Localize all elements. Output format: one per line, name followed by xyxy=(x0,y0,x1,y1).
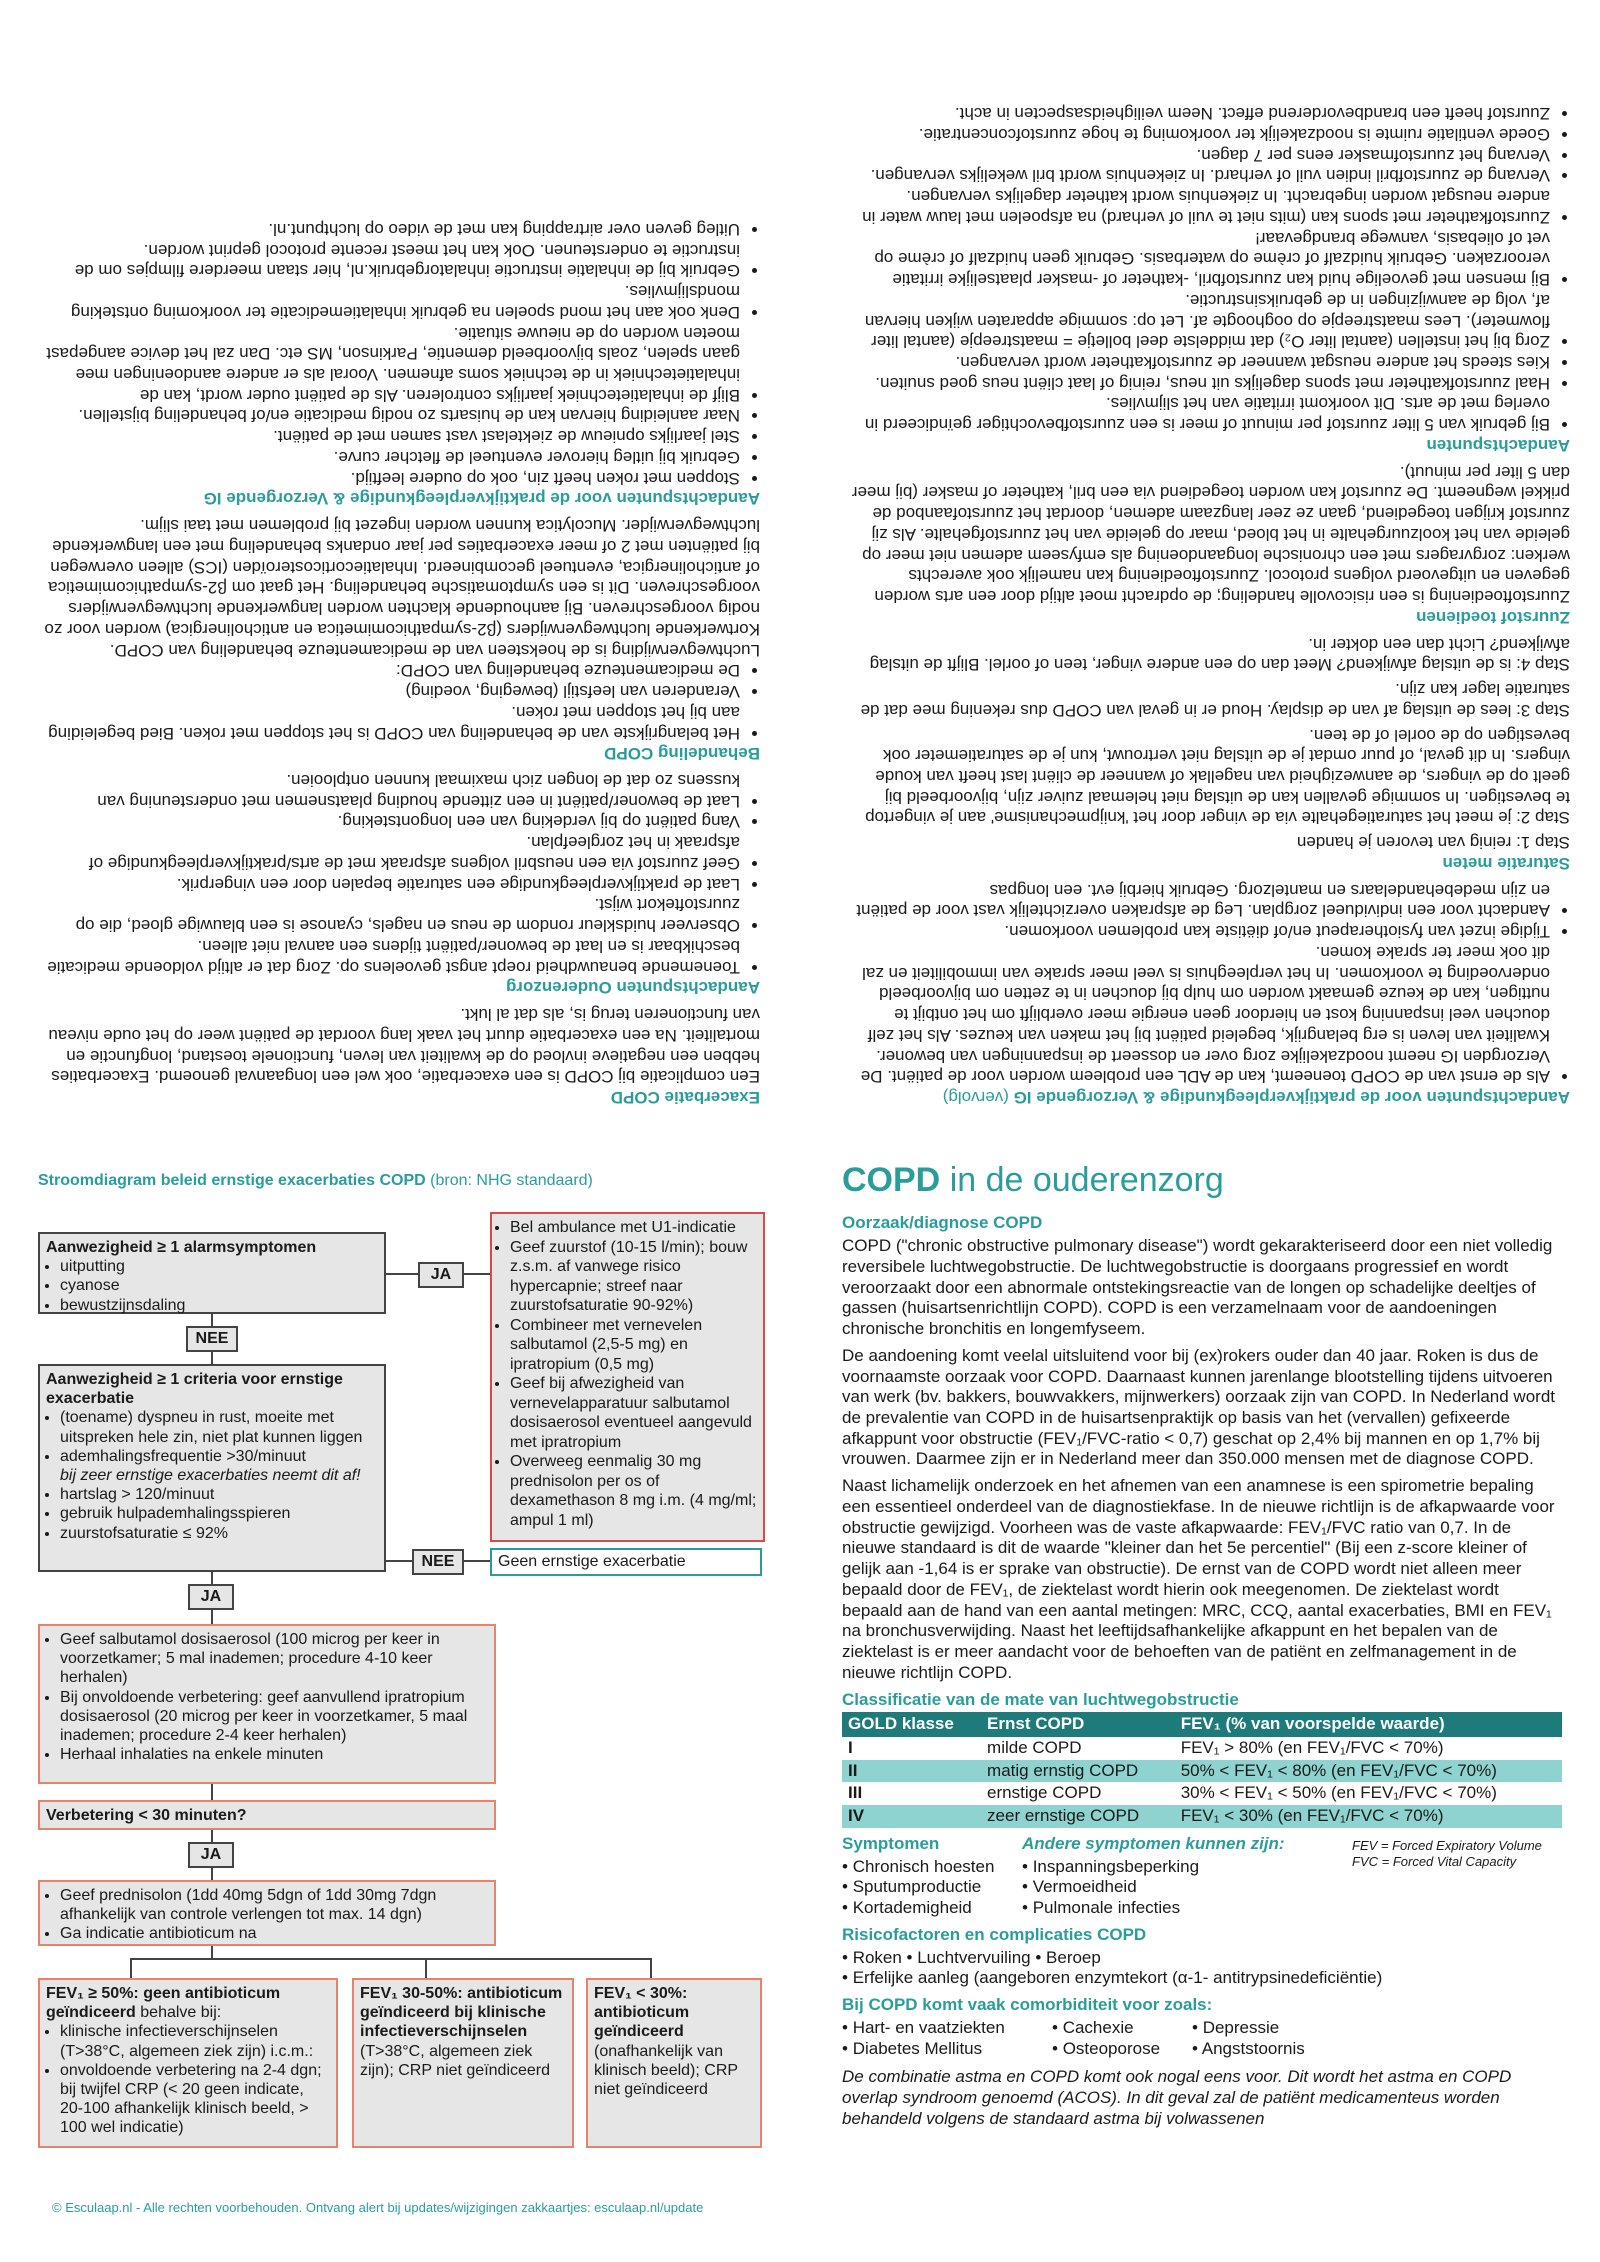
list-item: • Geef zuurstof (10-15 l/min); bouw z.s.m. af vanwege risico hypercapnie; streef naar zuurstofsaturatie 90-92%) xyxy=(510,1238,757,1316)
list-item: • Observeer huidskleur rondom de neus en nagels, cyanose is een blauwige gloed, die op zuurstoftekort wijst. xyxy=(40,894,740,935)
list-item: • Denk ook aan het mond spoelen na gebruik inhalatiemedicatie ter voorkoming ontsteking mondslijmvlies. xyxy=(40,280,740,321)
nee-tag: NEE xyxy=(186,1326,238,1352)
flipped-right-column xyxy=(40,218,760,1113)
connector-line xyxy=(464,1560,490,1562)
section-heading: Risicofactoren en complicaties COPD xyxy=(842,1924,1147,1944)
fev1-lt30-box: FEV₁ < 30%: antibioticum geïndiceerd (onafhankelijk van klinisch beeld); CRP niet geïndiceerd xyxy=(586,1978,762,2148)
main-content: COPD in de ouderenzorg Oorzaak/diagnose COPD COPD ("chronic obstructive pulmonary disease") wordt gekarakteriseerd door een niet volledig reversibele luchtwegobstructie. De luchtwegobstructie is doorgaans progressief en wordt veroorzaakt door een abnormale ontstekingsreactie van de longen op schadelijke deeltjes of gassen (huisartsenrichtlijn COPD). COPD is een verzamelnaam voor de aandoeningen chronische bronchitis en longemfyseem. De aandoening komt veelal uitsluitend voor bij (ex)rokers ouder dan 40 jaar. Roken is dus de voornaamste oorzaak voor COPD. Daarnaast kunnen jarenlange blootstelling tijdens uitvoeren van werk (bv. bakkers, bouwvakkers, mijnwerkers) oorzaak zijn van COPD. In Nederland wordt de prevalentie van COPD in de huisartsenpraktijk op basis van het (vervallen) gefixeerde afkappunt voor obstructie (FEV₁/FVC-ratio < 0,7) geschat op 2,4% bij mannen en op 1,7% bij vrouwen. Daarmee zijn er in Nederland meer dan 350.000 mensen met de diagnose COPD. Naast lichamelijk onderzoek en het afnemen van een anamnese is een spirometrie bepaling een essentieel onderdeel van de diagnostiekfase. In de nieuwe richtlijn is de afkapwaarde voor obstructie gewijzigd. Voorheen was de vaste afkapwaarde: FEV₁/FVC ratio van 0,7. In de nieuwe standaard is dit de waarde "kleiner dan het 5e percentiel" (Bij een z-score kleiner of gelijk aan -1,64 is er sprake van obstructie). De ernst van de COPD wordt niet alleen meer bepaald door de FEV₁, de ziektelast wordt hierin ook meegenomen. De ziektelast wordt bepaald aan de hand van een aantal metingen: MRC, CCQ, aantal exacerbaties, BMI en FEV₁ na bronchusverwijding. Naast het leeftijdsafhankelijke afkappunt en het bepalen van de ziektelast is er meer aandacht voor de behoeften van de patiënt en zelfmanagement in de nieuwe richtlijn COPD. Classificatie van de mate van luchtwegobstructie GOLD klasse Ernst COPD FEV₁ (% van voorspelde waarde) I milde COPD FEV₁ > 80% (en FEV₁/FVC < 70%) II matig ernstig COPD 50% < FEV₁ < 80% (en FEV₁/FVC < 70%) III ernstige COPD 30% < FEV₁ < 50% (en FEV₁/FVC < 70%) IV zeer ernstige COPD FEV₁ < 30% (en FEV₁/FVC < 70%) Symptomen • Chronisch hoesten • Sputumproductie • Kortademigheid Andere symptomen kunnen zijn: • Inspanningsbeperking • Vermoeidheid • Pulmonale infecties FEV = Forced Expiratory Volume FVC = Forced Vital Capacity Risicofactoren en complicaties COPD • Roken • Luchtvervuiling • Beroep • Erfelijke aanleg (aangeboren enzymtekort (α-1- antitrypsinedeficiëntie) Bij COPD komt vaak comorbiditeit voor zoals: • Hart- en vaatziekten • Diabetes Mellitus • Cachexie • Osteoporose • Depressie • Angststoornis De combinatie astma en COPD komt ook nogal eens voor. Dit wordt het astma en COPD overlap syndroom genoemd (ACOS). In dit geval zal de patiënt medicamenteus worden behandeld volgens de standaard astma bij volwassenen xyxy=(842,1162,1562,2136)
paragraph: COPD ("chronic obstructive pulmonary disease") wordt gekarakteriseerd door een niet volledig reversibele luchtwegobstructie. De luchtwegobstructie is doorgaans progressief en wordt veroorzaakt door een abnormale ontstekingsreactie van de longen op schadelijke deeltjes of gassen (huisartsenrichtlijn COPD). COPD is een verzamelnaam voor de aandoeningen chronische bronchitis en longemfyseem. xyxy=(842,1236,1553,1339)
connector-line xyxy=(130,1958,132,1978)
paragraph: Zuurstoftoediening is een risicovolle handeling; de opdracht moet altijd door een arts worden gegeven en uitgevoerd volgens protocol. Zuurstoftoediening kan namelijk ook averechts werken: zorgvragers met een chronische longaandoening als emfyseem ademen niet meer op geleide van het koolzuurgehalte in het bloed, maar op geleide van het zuurstofgehalte. Als zij zuurstof krijgen toegediend, gaan ze zeer langzaam ademen, doordat het zuurstofaanbod de prikkel wegneemt. De zuurstof kan worden toegediend via een bril, katheter of masker (bij meer dan 5 liter per minuut). xyxy=(851,462,1570,607)
other-symptoms-column: Andere symptomen kunnen zijn: • Inspanningsbeperking • Vermoeidheid • Pulmonale infecties xyxy=(1022,1833,1285,1918)
list-item: • Geef bij afwezigheid van vernevelapparatuur salbutamol dosisaerosol eventueel aangevuld met ipratropium xyxy=(510,1374,757,1452)
box-title: Aanwezigheid ≥ 1 criteria voor ernstige exacerbatie xyxy=(46,1371,343,1408)
list-item: • ademhalingsfrequentie >30/minuut bij zeer ernstige exacerbaties neemt dit af! xyxy=(60,1447,378,1485)
connector-line xyxy=(425,1958,427,1978)
list-item: • Stoppen met roken heeft zin, ook op oudere leeftijd. xyxy=(40,467,740,488)
connector-line xyxy=(211,1352,213,1364)
connector-line xyxy=(211,1572,213,1584)
section-heading: Oorzaak/diagnose COPD xyxy=(842,1213,1043,1233)
gold-classification-table xyxy=(842,1712,1562,1828)
section-heading: Aandachtspunten xyxy=(1426,435,1570,455)
page-title: COPD in de ouderenzorg xyxy=(842,1161,1224,1199)
list-item: • Laat de praktijkverpleegkundige een saturatie bepalen door een vingerprik. xyxy=(40,873,740,894)
list-item: • Zorg bij het instellen (aantal liter O₂) dat middelste deel bolletje = maatstreepje (aantal liter flowmeter). Lees maatstreepje op ooghoogte af. Let op: sommige apparaten wijken hiervan af, volg de aanwijzingen in de gebruiksinstructie. xyxy=(850,289,1550,351)
list-item: • uitputting xyxy=(60,1257,378,1276)
section-heading: Saturatie meten xyxy=(1442,853,1570,873)
connector-line xyxy=(211,1784,213,1800)
step-text: Stap 1: reinig van tevoren je handen xyxy=(1296,833,1570,853)
list-item: • bewustzijnsdaling xyxy=(60,1296,378,1315)
table-row: I milde COPD FEV₁ > 80% (en FEV₁/FVC < 70%) xyxy=(848,1738,1444,1758)
list-item: • hartslag > 120/minuut xyxy=(60,1485,378,1504)
list-item: • Geef zuurstof via een neusbril volgens afspraak met de arts/praktijkverpleegkundige of afspraak in het zorgleefplan. xyxy=(40,831,740,872)
list-item: • onvoldoende verbetering na 2-4 dgn; bij twijfel CRP (< 20 geen indicate, 20-100 afhankelijk klinisch beeld, > 100 wel indicatie) xyxy=(60,2061,330,2138)
list-item: • Tijdige inzet van fysiotherapeut en/of diëtiste kan problemen voorkomen. xyxy=(850,920,1550,941)
box-title: Aanwezigheid ≥ 1 alarmsymptomen xyxy=(46,1239,317,1256)
section-heading: Aandachtspunten Ouderenzorg xyxy=(505,978,760,998)
list-item: • Ga indicatie antibioticum na xyxy=(60,1924,488,1943)
bullet-list xyxy=(40,218,760,488)
list-item: • Toenemende benauwdheid roept angst gevoelens op. Zorg dat er altijd voldoende medicatie beschikbaar is en laat de bewoner/patiënt tijdens een aanval niet alleen. xyxy=(40,935,740,976)
section-heading: Exacerbatie COPD xyxy=(610,1088,760,1107)
list-item: • Geef prednisolon (1dd 40mg 5dgn of 1dd 30mg 7dgn afhankelijk van controle verlengen tot max. 14 dgn) xyxy=(60,1886,488,1924)
list-item: • Gebruik bij uitleg hierover eventueel de fletcher curve. xyxy=(40,446,740,467)
ja-tag: JA xyxy=(188,1842,234,1868)
list-item: • Uitleg geven over airtrapping kan met de video op luchtpunt.nl. xyxy=(40,218,740,239)
connector-line xyxy=(650,1958,652,1978)
list-item: • cyanose xyxy=(60,1276,378,1295)
fev1-30-50-box: FEV₁ 30-50%: antibioticum geïndiceerd bij klinische infectieverschijnselen (T>38°C, algemeen ziek zijn); CRP niet geïndiceerd xyxy=(352,1978,574,2148)
section-heading: Behandeling COPD xyxy=(604,744,760,764)
list-item: • Gebruik bij de inhalatie instructie inhalatorgebruik.nl, hier staan meerdere filmpjes om de instructie te ondersteunen. Ook kan het meest recente protocol geprint worden. xyxy=(40,239,740,280)
criteria-box xyxy=(38,1364,386,1572)
list-item: • Het belangrijkste van de behandeling van COPD is het stoppen met roken. Bied begeleiding aan bij het stoppen met roken. xyxy=(40,701,740,742)
abbreviations-note: FEV = Forced Expiratory Volume FVC = Forced Vital Capacity xyxy=(1352,1837,1542,1869)
symptoms-column: Symptomen • Chronisch hoesten • Sputumproductie • Kortademigheid xyxy=(842,1833,995,1918)
box-title: FEV₁ 30-50%: antibioticum geïndiceerd bij klinische infectieverschijnselen xyxy=(360,1985,563,2041)
list-item: • Overweeg eenmalig 30 mg prednisolon per os of dexamethason 8 mg i.m. (4 mg/ml; ampul 1 ml) xyxy=(510,1452,757,1530)
bullet-list xyxy=(40,769,760,976)
list-item: • Kies steeds het andere neusgat wanneer de zuurstofkatheter wordt vervangen. xyxy=(850,351,1550,372)
table-row: II matig ernstig COPD 50% < FEV₁ < 80% (en FEV₁/FVC < 70%) xyxy=(842,1760,1562,1783)
connector-line xyxy=(386,1560,412,1562)
list-item: • Blijf de inhalatietechniek jaarlijks controleren. Als de patiënt ouder wordt, kan de inhalatietechniek in de techniek soms afnemen. Vooral als er andere aandoeningen mee gaan spelen, zoals bijvoorbeeld dementie, Parkinson, MS etc. Dan zal het device aangepast moeten worden op de nieuwe situatie. xyxy=(40,322,740,405)
list-item: • zuurstofsaturatie ≤ 92% xyxy=(60,1524,378,1543)
paragraph: Luchtwegverwijding is de hoeksteen van de medicamenteuze behandeling van COPD. Kortwerkende luchtwegverwijders (β2-sympathicomimetica en anticholinergica) worden voor zo nodig voorgeschreven. Bij aanhoudende klachten worden langwerkende luchtwegverwijders voorgeschreven. Dit is een symptomatische behandeling. Het gaat om β2-sympathicomimetica of anticholinergica, eventueel gecombineerd. Inhalatiecorticosteroïden (ICS) alleen overwegen bij patiënten met 2 of meer exacerbaties per jaar ondanks behandeling met een langwerkende luchtwegverwijder. Mucolytica kunnen worden ingezet bij problemen met taai slijm. xyxy=(44,516,760,660)
section-heading: Bij COPD komt vaak comorbiditeit voor zoals: xyxy=(842,1995,1213,2015)
list-item: • Zuurstofkatheter met spons kan (mits niet te vuil of verhard) na afspoelen met lauw water in andere neusgat worden ingebracht. In ziekenhuis wordt katheter dagelijks vervangen. xyxy=(850,185,1550,226)
section-heading: Aandachtspunten voor de praktijkverpleegkundige & Verzorgende IG (vervolg) xyxy=(942,1088,1570,1107)
step-text: Stap 4: is de uitslag afwijkend? Meet dan op een andere vinger, teen of oorlel. Blijft de uitslag afwijkend? Licht dan een dokter in. xyxy=(869,634,1570,675)
list-item: • Veranderen van leefstijl (beweging, voeding) xyxy=(40,680,740,701)
list-item: • klinische infectieverschijnselen (T>38°C, algemeen ziek zijn) i.c.m.: xyxy=(60,2022,330,2060)
list-item: • Stel jaarlijks opnieuw de ziektelast vast samen met de patiënt. xyxy=(40,426,740,447)
connector-line xyxy=(211,1830,213,1842)
ja-tag: JA xyxy=(188,1584,234,1610)
list-item: • Bij gebruik van 5 liter zuurstof per minuut of meer is een zuurstofbevochtiger geïndiceerd in overleg met de arts. Dit voorkomt irritatie van het slijmvlies. xyxy=(850,393,1550,434)
comorbidity-list: • Hart- en vaatziekten • Diabetes Mellitus • Cachexie • Osteoporose • Depressie • Angststoornis xyxy=(842,2017,1305,2058)
footer-copyright: © Esculaap.nl - Alle rechten voorbehouden. Ontvang alert bij updates/wijzigingen zakkaartjes: esculaap.nl/update xyxy=(52,2200,704,2215)
list-item: • Naar aanleiding hiervan kan de huisarts zo nodig medicatie en/of behandeling bijstellen. xyxy=(40,405,740,426)
connector-line xyxy=(211,1946,213,1958)
ja-tag: JA xyxy=(418,1262,464,1288)
fev1-ge50-box: FEV₁ ≥ 50%: geen antibioticum geïndiceerd behalve bij: • klinische infectieverschijnselen (T>38°C, algemeen ziek zijn) i.c.m.: • onvoldoende verbetering na 2-4 dgn; bij twijfel CRP (< 20 geen indicate, 20-100 afhankelijk klinisch beeld, > 100 wel indicatie) xyxy=(38,1978,338,2148)
list-item: • Combineer met vernevelen salbutamol (2,5-5 mg) en ipratropium (0,5 mg) xyxy=(510,1316,757,1375)
list-item: • gebruik hulpademhalingsspieren xyxy=(60,1504,378,1523)
alarm-symptoms-box xyxy=(38,1232,386,1314)
list-item: • Goede ventilatie ruimte is noodzakelijk ter voorkoming te hoge zuurstofconcentratie. xyxy=(850,123,1550,144)
table-row: IV zeer ernstige COPD FEV₁ < 30% (en FEV₁/FVC < 70%) xyxy=(842,1805,1562,1828)
section-heading: Classificatie van de mate van luchtwegobstructie xyxy=(842,1689,1239,1709)
list-item: • Vervang het zuurstofmasker eens per 7 dagen. xyxy=(850,144,1550,165)
list-item: • Geef salbutamol dosisaerosol (100 microg per keer in voorzetkamer; 5 mal inademen; procedure 4-10 keer herhalen) xyxy=(60,1630,488,1688)
list-item: • Als de ernst van de COPD toeneemt, kan de ADL een probleem worden voor de patiënt. De Verzorgden IG neemt noodzakelijke zorg over en dosseert de inspanningen van bewoner. Kwaliteit van leven is erg belangrijk, begeleid patiënt bij het maken van keuzes. Als het zelf douchen veel inspanning kost en hierdoor geen energie meer overblijft om het ontbijt te nuttigen, kan de keuze gemaakt worden om hulp bij douchen in te zetten om bijvoorbeeld ondervoeding te voorkomen. In het verpleeghuis is veel meer sprake van immobiliteit en zal dit ook meer ter sprake komen. xyxy=(850,941,1550,1086)
connector-line xyxy=(464,1273,490,1275)
connector-line xyxy=(211,1314,213,1326)
list-item: • Bij onvoldoende verbetering: geef aanvullend ipratropium dosisaerosol (20 microg per keer in voorzetkamer, 5 maal inademen; procedure 2-4 keer herhalen) xyxy=(60,1688,488,1746)
paragraph: Naast lichamelijk onderzoek en het afnemen van een anamnese is een spirometrie bepaling een essentieel onderdeel van de diagnostiekfase. In de nieuwe richtlijn is de afkapwaarde voor obstructie gewijzigd. Voorheen was de vaste afkapwaarde: FEV₁/FVC ratio van 0,7. In de nieuwe standaard is dit de waarde "kleiner dan het 5e percentiel" (Bij een z-score kleiner of gelijk aan -1,64 is er sprake van obstructie). De ernst van de COPD wordt niet alleen meer bepaald door de FEV₁, de ziektelast wordt hierin ook meegenomen. De ziektelast wordt bepaald aan de hand van een aantal metingen: MRC, CCQ, aantal exacerbaties, BMI en FEV₁ na bronchusverwijding. Naast het leeftijdsafhankelijke afkappunt en het bepalen van de ziektelast is er meer aandacht voor de behoeften van de patiënt en zelfmanagement in de nieuwe richtlijn COPD. xyxy=(842,1476,1555,1682)
bullet-list xyxy=(40,660,760,743)
symptoms-row xyxy=(842,1834,1562,1919)
flipped-left-column xyxy=(850,102,1570,1113)
connector-line xyxy=(211,1610,213,1624)
list-item: • Haal zuurstofkatheter met spons dagelijks uit neus, reinig of laat cliënt neus goed snuiten. xyxy=(850,372,1550,393)
table-row: III ernstige COPD 30% < FEV₁ < 50% (en FEV₁/FVC < 70%) xyxy=(848,1783,1497,1803)
table-header-row: GOLD klasse Ernst COPD FEV₁ (% van voorspelde waarde) xyxy=(842,1712,1562,1737)
connector-line xyxy=(211,1868,213,1880)
flowchart-title: Stroomdiagram beleid ernstige exacerbaties COPD (bron: NHG standaard) xyxy=(38,1172,593,1189)
list-item: • Laat de bewoner/patiënt in een zittende houding plaatsnemen met ondersteuning van kussens zo dat de longen zich maximaal kunnen ontplooien. xyxy=(40,769,740,810)
box-title: FEV₁ ≥ 50%: geen antibioticum geïndiceerd xyxy=(46,1985,281,2022)
list-item: • Zuurstof heeft een brandbevorderend effect. Neem veiligheidsaspecten in acht. xyxy=(850,102,1550,123)
paragraph: Een complicatie bij COPD is een exacerbatie, ook wel een longaanval genoemd. Exacerbaties hebben een negatieve invloed op de kwaliteit van leven, functionele toestand, longfunctie en mortaliteit. Na een exacerbatie duurt het vaak lang voordat de patiënt weer op het oude niveau van functioneren terug is, als dat al lukt. xyxy=(48,1005,760,1087)
box-title: FEV₁ < 30%: antibioticum geïndiceerd xyxy=(594,1985,690,2041)
nee-tag: NEE xyxy=(412,1549,464,1575)
step-text: Stap 2: je meet het saturatiegehalte via de vinger door het 'knijpmechanisme' aan je vingertop te bevestigen. In sommige gevallen kan de uitslag niet helemaal zuiver zijn, bijvoorbeeld bij geelt op de vingers, de aanwezigheid van nagellak of wanneer de cliënt last heeft van koude vingers. In dit geval, of puur omdat je de uitslag niet vertrouwt, kun je de saturatiemeter ook bevestigen op de oorlel of de teen. xyxy=(865,725,1570,828)
connector-line xyxy=(386,1273,418,1275)
connector-line xyxy=(130,1958,652,1960)
no-severe-exacerbation-box: Geen ernstige exacerbatie xyxy=(490,1548,762,1576)
section-heading: Zuurstof toedienen xyxy=(1416,607,1570,627)
list-item: • Vang patiënt op bij verdeking van een longontsteking. xyxy=(40,811,740,832)
list-item: • Aandacht voor een individueel zorgplan. Leg de afspraken overzichtelijk vast voor de patiënt en zijn medebehandelaars en mantelzorg. Gebruik hierbij evt. een longpas xyxy=(850,879,1550,920)
paragraph: De aandoening komt veelal uitsluitend voor bij (ex)rokers ouder dan 40 jaar. Roken is dus de voornaamste oorzaak voor COPD. Daarnaast kunnen jarenlange blootstelling tijdens uitvoeren van werk (bv. bakkers, bouwvakkers, mijnwerkers) oorzaak zijn van COPD. In Nederland wordt de prevalentie van COPD in de huisartsenpraktijk op basis van het (vervallen) gefixeerde afkappunt voor obstructie (FEV₁/FVC-ratio < 0,7) geschat op 2,4% bij mannen en op 1,7% bij vrouwen. Daarmee zijn er in Nederland meer dan 350.000 mensen met de diagnose COPD. xyxy=(842,1345,1556,1469)
list-item: • Bij mensen met gevoelige huid kan zuurstofbril, -katheter of -masker plaatselijke irritatie veroorzaken. Gebruik huidzalf of crème op waterbasis. Gebruik geen huidzalf of crème op vet of oliebasis, vanwege brandgevaar! xyxy=(850,227,1550,289)
closing-note: De combinatie astma en COPD komt ook nogal eens voor. Dit wordt het astma en COPD overlap syndroom genoemd (ACOS). In dit geval zal de patiënt medicamenteus worden behandeld volgens de standaard astma bij volwassenen xyxy=(842,2067,1512,2128)
step-text: Stap 3: lees de uitslag af van de display. Houd er in geval van COPD dus rekening mee dat de saturatie lager kan zijn. xyxy=(860,680,1570,720)
ambulance-box xyxy=(490,1212,765,1542)
list-item: • Bel ambulance met U1-indicatie xyxy=(510,1218,757,1238)
prednisolon-box xyxy=(38,1880,496,1946)
list-item: • Herhaal inhalaties na enkele minuten xyxy=(60,1745,488,1764)
list-item: • De medicamenteuze behandeling van COPD: xyxy=(40,660,740,681)
section-heading: Aandachtspunten voor de praktijkverpleegkundige & Verzorgende IG xyxy=(203,489,760,509)
bullet-list xyxy=(850,102,1570,434)
bullet-list xyxy=(850,879,1570,1086)
list-item: • (toename) dyspneu in rust, moeite met uitspreken hele zin, niet plat kunnen liggen xyxy=(60,1408,378,1446)
salbutamol-box xyxy=(38,1624,496,1784)
list-item: • Vervang de zuurstofbril indien vuil of verhard. In ziekenhuis wordt bril wekelijks vervangen. xyxy=(850,165,1550,186)
improvement-question-box: Verbetering < 30 minuten? xyxy=(38,1800,496,1830)
